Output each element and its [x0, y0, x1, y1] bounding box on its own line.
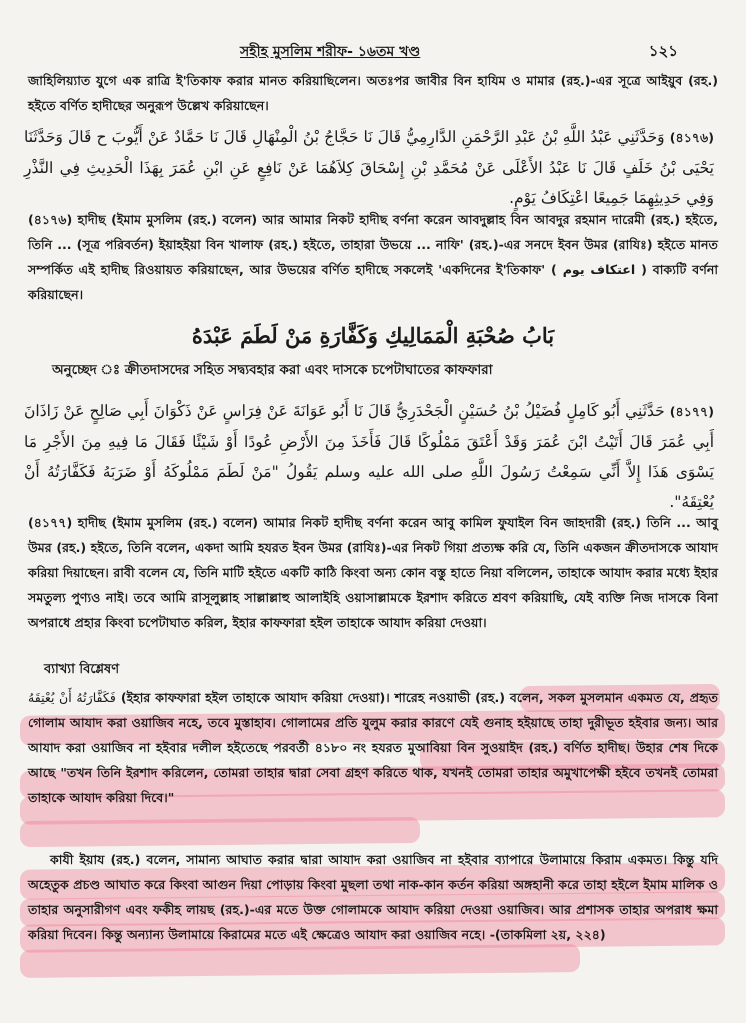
analysis-arabic-phrase: فَكَفَّارَتُهُ أَنْ يُعْتِقَهُ [28, 690, 116, 705]
hadith-4176-bengali: (৪১৭৬) হাদীছ (ইমাম মুসলিম (রহ.) বলেন) আর আমার নিকট হাদীছ বর্ণনা করেন আবদুল্লাহ বিন আবদুর রহমান দারেমী (রহ.) হইতে, তিনি ... (সূত্র পরিবর্তন) ইয়াহইয়া বিন খালাফ (রহ.) হইতে, তাহারা উভয়ে ... নাফি' (রহ.)-এর সনদে ইবন উমর (রাযিঃ) হইতে মানত সম্পর্কিত এই হাদীছ রিওয়ায়ত করিয়াছেন, আর উভয়ের বর্ণিত হাদীছে সকলেই 'একদিনের ই'তিকাফ' ( اعتكاف يوم ) বাক্যটি বর্ণনা করিয়াছেন। [28, 212, 719, 302]
hadith-4177-arabic-text: حَدَّثَنِي أَبُو كَامِلٍ فُضَيْلُ بْنُ حُسَيْنٍ الْجَحْدَرِيُّ قَالَ نَا أَبُو عَوَانَةَ عَنْ فِرَاسٍ عَنْ ذَكْوَانَ أَبِي صَالِحٍ عَنْ زَاذَانَ أَبِي عُمَرَ قَالَ أَتَيْتُ ابْنَ عُمَرَ وَقَدْ أَعْتَقَ مَمْلُوكًا قَالَ فَأَخَذَ مِنَ الأَرْضِ عُودًا أَوْ شَيْئًا فَقَالَ مَا فِيهِ مِنَ الأَجْرِ مَا يَسْوَى هَذَا إِلاَّ أَنِّي سَمِعْتُ رَسُولَ اللَّهِ صلى الله عليه وسلم يَقُولُ "مَنْ لَطَمَ مَمْلُوكَهُ أَوْ ضَرَبَهُ فَكَفَّارَتُهُ أَنْ يُعْتِقَهُ". [24, 402, 714, 511]
chapter-title-arabic: بَابُ صُحْبَةِ الْمَمَالِيكِ وَكَفَّارَةِ مَنْ لَطَمَ عَبْدَهُ [191, 323, 555, 348]
chapter-title-bengali: অনুচ্ছেদ ঃ ক্রীতদাসদের সহিত সদ্ব্যবহার করা এবং দাসকে চপেটাঘাতের কাফফারা [52, 363, 493, 378]
hadith-4177-ref: (৪১৭৭) [669, 404, 714, 419]
highlight-mark [20, 817, 420, 847]
analysis-paragraph-2-text: কাযী ইয়ায (রহ.) বলেন, সামান্য আঘাত করার দ্বারা আযাদ করা ওয়াজিব না হইবার ব্যাপারে উলামায়ে কিরাম একমত। কিন্তু যদি অহেতুক প্রচণ্ড আঘাত করে কিংবা আগুন দিয়া পোড়ায় কিংবা মুছলা তথা নাক-কান কর্তন করিয়া অঙ্গহানী করে তাহা হইলে ইমাম মালিক ও তাহার অনুসারীগণ এবং ফকীহ লায়ছ (রহ.)-এর মতে উক্ত গোলামকে আযাদ করিয়া দেওয়া ওয়াজিব। আর প্রশাসক তাহার অপরাধ ক্ষমা করিয়া দিবেন। কিন্তু অন্যান্য উলামায়ে কিরামের মতে এই ক্ষেত্রেও আযাদ করা ওয়াজিব নহে। -(তাকমিলা ২য়, ২২৪) [28, 852, 718, 942]
highlight-mark [20, 944, 580, 978]
hadith-4177-arabic [24, 396, 714, 517]
analysis-heading: ব্যাখ্যা বিশ্লেষণ [44, 662, 120, 677]
analysis-paragraph-1 [28, 685, 718, 810]
analysis-paragraph-1-text: (ইহার কাফফারা হইল তাহাকে আযাদ করিয়া দেওয়া)। শারেহ নওয়াভী (রহ.) বলেন, সকল মুসলমান একমত যে, প্রহৃত গোলাম আযাদ করা ওয়াজিব নহে, তবে মুস্তাহাব। গোলামের প্রতি যুলুম করার কারণে যেই গুনাহ হইয়াছে তাহা দুরীভূত হইবার জন্য। আর আযাদ করা ওয়াজিব না হইবার দলীল হইতেছে পরবর্তী ৪১৮০ নং হযরত মুআবিয়া বিন সুওয়াইদ (রহ.) বর্ণিত হাদীছ। উহার শেষ দিকে আছে "তখন তিনি ইরশাদ করিলেন, তোমরা তাহার দ্বারা সেবা গ্রহণ করিতে থাক, যখনই তোমরা তাহার অমুখাপেক্ষী হইবে তখনই তোমরা তাহাকে আযাদ করিয়া দিবে।" [28, 690, 718, 805]
continuation-paragraph: জাহিলিয়্যাত যুগে এক রাত্রি ই'তিকাফ করার মানত করিয়াছিলেন। অতঃপর জাবীর বিন হাযিম ও মামার (রহ.)-এর সূত্রে আইয়ুব (রহ.) হইতে বর্ণিত হাদীছের অনুরূপ উল্লেখ করিয়াছেন। [28, 73, 718, 113]
hadith-4177-bengali: (৪১৭৭) হাদীছ (ইমাম মুসলিম (রহ.) বলেন) আমার নিকট হাদীছ বর্ণনা করেন আবু কামিল ফুযাইল বিন জাহদারী (রহ.) তিনি ... আবু উমর (রহ.) হইতে, তিনি বলেন, একদা আমি হযরত ইবন উমর (রাযিঃ)-এর নিকট গিয়া প্রত্যক্ষ করি যে, তিনি একজন ক্রীতদাসকে আযাদ করিয়া দিয়াছেন। রাবী বলেন যে, তিনি মাটি হইতে একটি কাঠি কিংবা অন্য কোন বস্তু হাতে নিয়া বলিলেন, তাহাকে আযাদ করার মধ্যে ইহার সমতুল্য পুণ্যও নাই। তবে আমি রাসূলুল্লাহ সাল্লাল্লাহু আলাইহি ওয়াসাল্লামকে ইরশাদ করিতে শ্রবণ করিয়াছি, যেই ব্যক্তি নিজ দাসকে বিনা অপরাধে প্রহার কিংবা চপেটাঘাত করিল, ইহার কাফফারা হইল তাহাকে আযাদ করিয়া দেওয়া। [28, 515, 718, 630]
hadith-4176-arabic [24, 122, 714, 213]
book-title: সহীহ মুসলিম শরীফ- ১৬তম খণ্ড [240, 44, 421, 60]
hadith-4176-ref: (৪১৭৬) [669, 130, 714, 145]
page-header [0, 38, 746, 66]
hadith-4176-arabic-text: وَحَدَّثَنِي عَبْدُ اللَّهِ بْنُ عَبْدِ الرَّحْمَنِ الدَّارِمِيُّ قَالَ نَا حَجَّاجُ بْنُ الْمِنْهَالِ قَالَ نَا حَمَّادٌ عَنْ أَيُّوبَ ح قَالَ وَحَدَّثَنَا يَحْيَى بْنُ خَلَفٍ قَالَ نَا عَبْدُ الأَعْلَى عَنْ مُحَمَّدِ بْنِ إِسْحَاقَ كِلاَهُمَا عَنْ نَافِعٍ عَنِ ابْنِ عُمَرَ بِهَذَا الْحَدِيثِ فِي النَّذْرِ وَفِي حَدِيثِهِمَا جَمِيعًا اعْتِكَافُ يَوْمٍ. [24, 128, 714, 207]
page-number: ১২১ [648, 42, 678, 60]
analysis-paragraph-2 [28, 847, 718, 947]
